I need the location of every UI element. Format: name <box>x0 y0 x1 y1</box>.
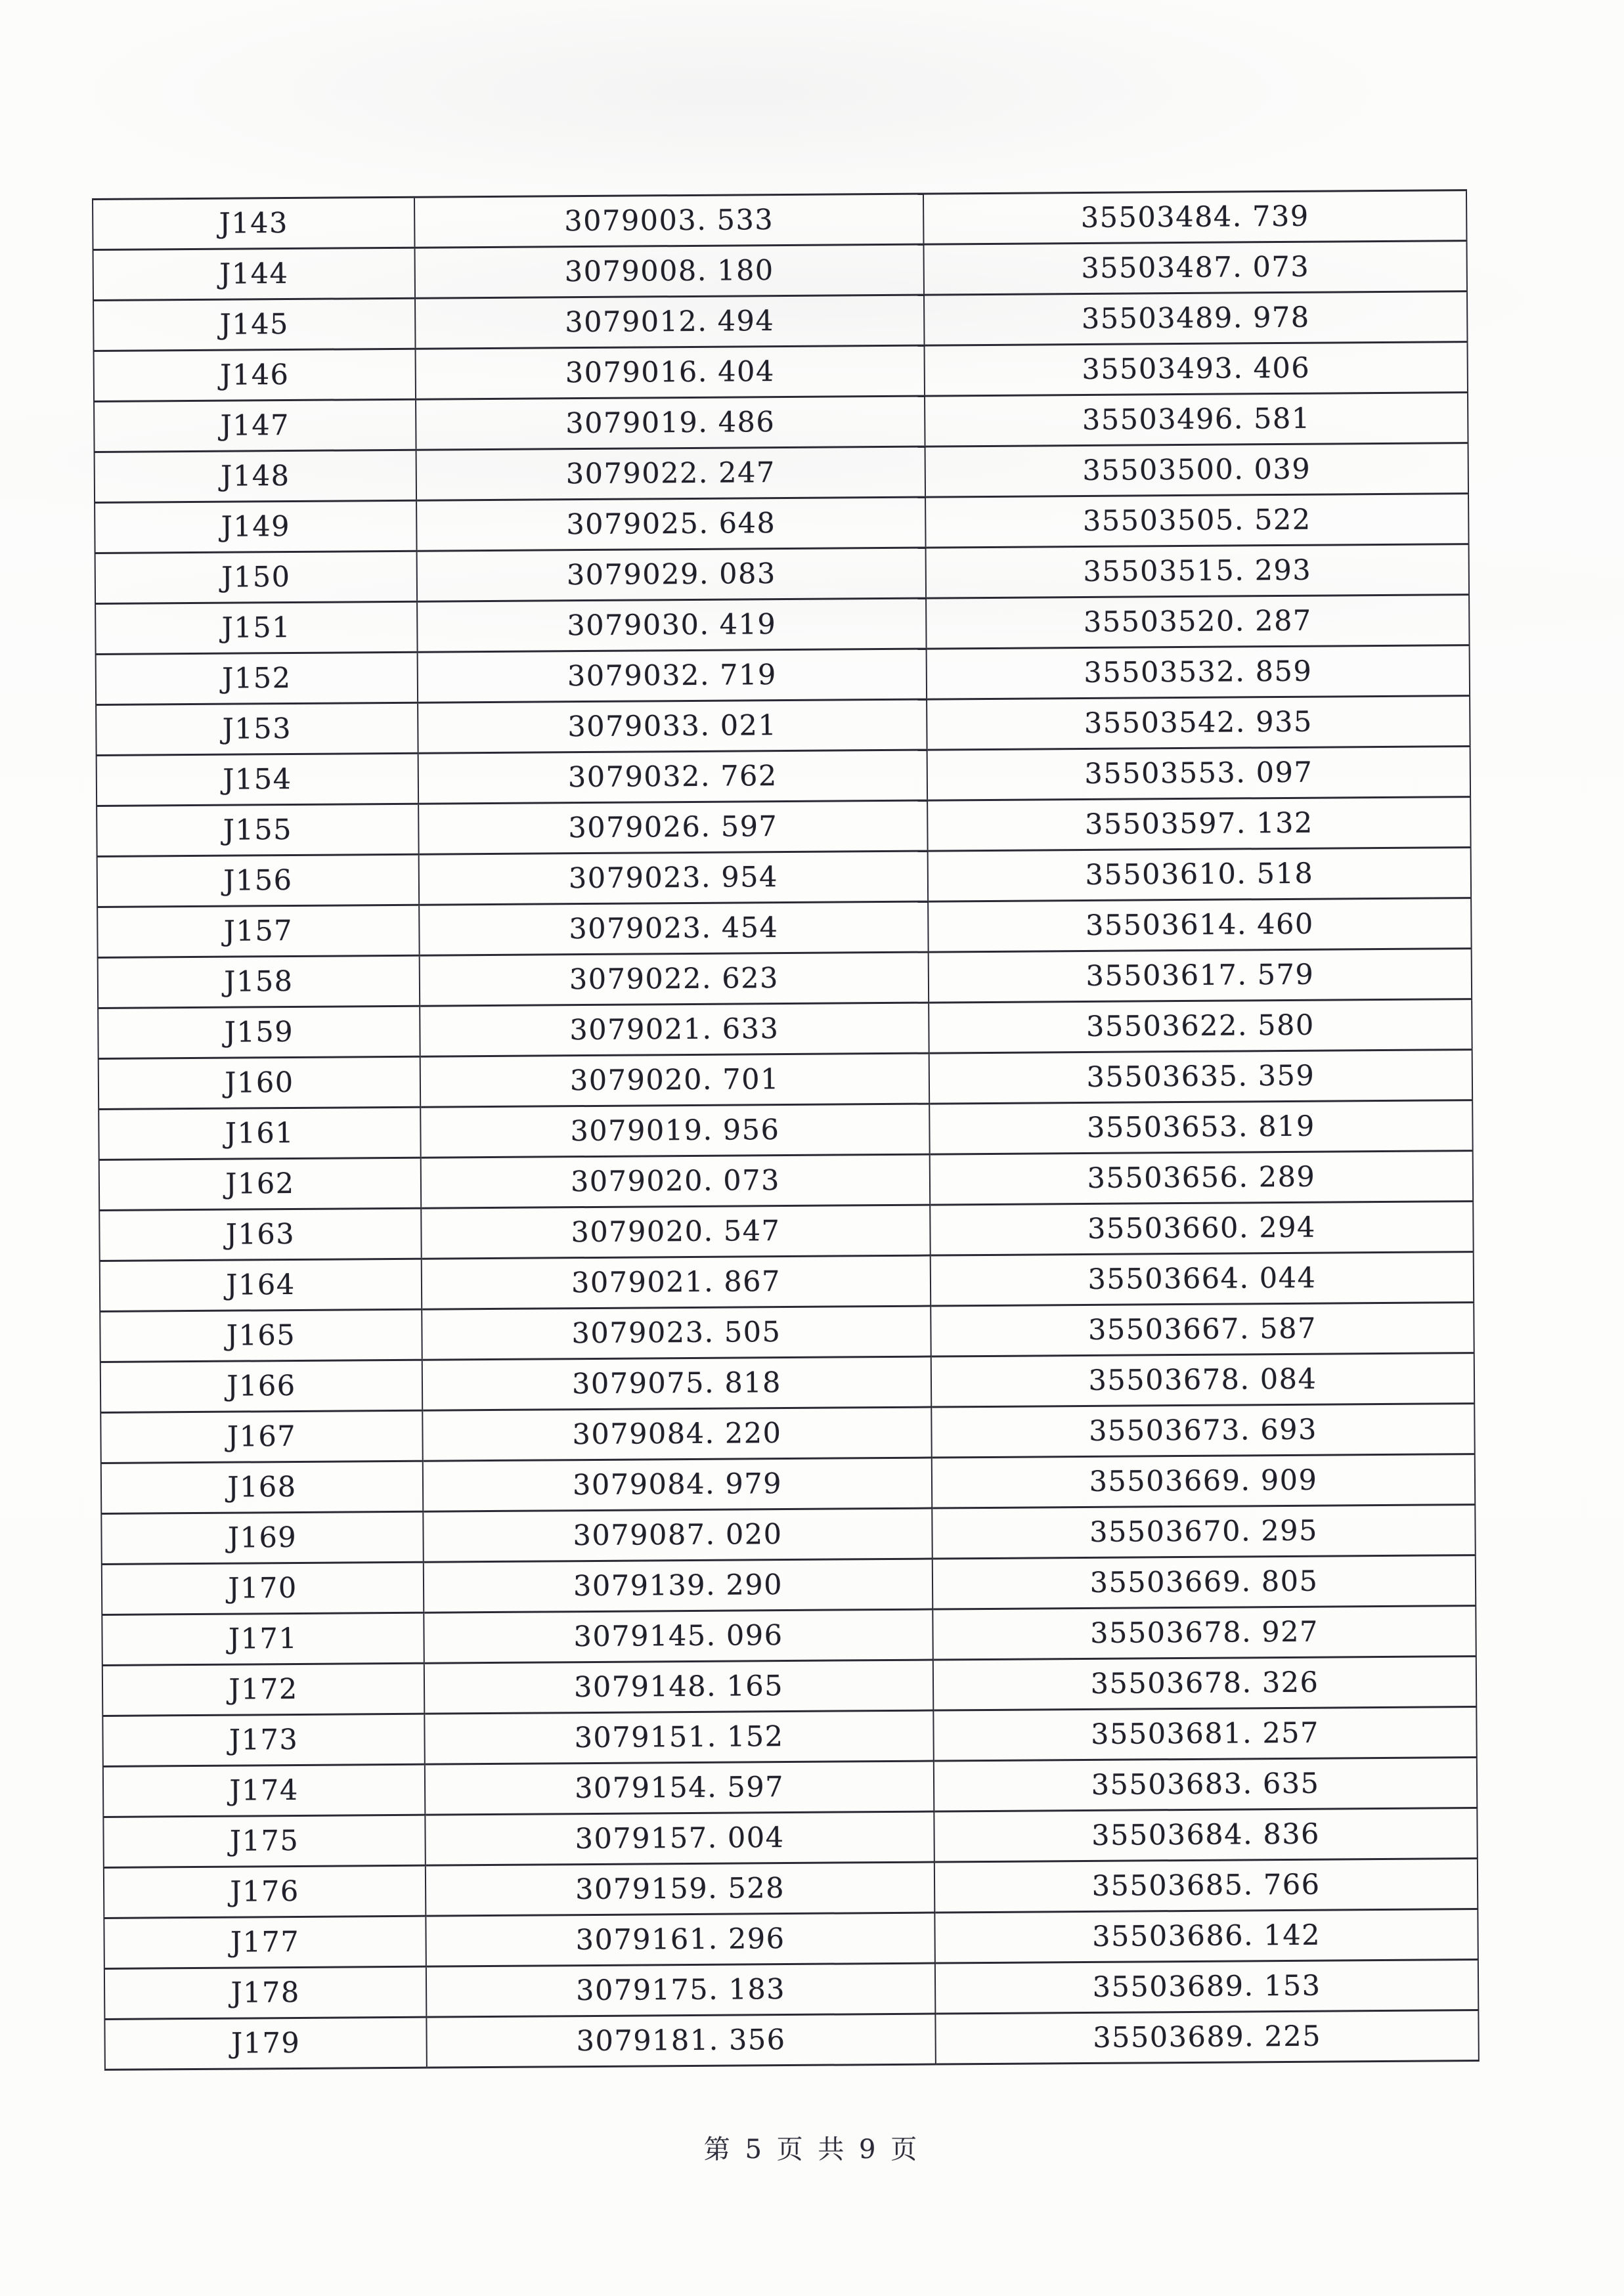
y-coordinate-cell: 35503689. 225 <box>935 2010 1478 2064</box>
point-id-cell: J179 <box>104 2017 426 2069</box>
x-coordinate-cell: 3079019. 486 <box>416 396 925 450</box>
y-coordinate-cell: 35503614. 460 <box>928 898 1471 952</box>
x-coordinate-cell: 3079023. 954 <box>419 851 928 905</box>
x-coordinate-cell: 3079025. 648 <box>416 497 925 551</box>
point-id-cell: J175 <box>103 1815 425 1867</box>
table-row <box>99 1151 1473 1211</box>
table-row <box>93 190 1466 250</box>
table-row <box>100 1252 1474 1312</box>
point-id-cell: J161 <box>99 1107 420 1159</box>
x-coordinate-cell: 3079020. 701 <box>420 1053 929 1107</box>
y-coordinate-cell: 35503669. 805 <box>933 1555 1476 1609</box>
table-row <box>97 848 1471 907</box>
table-row <box>99 1050 1472 1110</box>
x-coordinate-cell: 3079021. 633 <box>420 1003 929 1056</box>
y-coordinate-cell: 35503678. 326 <box>933 1657 1476 1710</box>
point-id-cell: J149 <box>95 500 416 553</box>
point-id-cell: J155 <box>97 804 418 856</box>
y-coordinate-cell: 35503683. 635 <box>934 1758 1477 1811</box>
y-coordinate-cell: 35503493. 406 <box>925 342 1468 396</box>
point-id-cell: J162 <box>99 1158 421 1210</box>
table-row <box>102 1606 1476 1666</box>
y-coordinate-cell: 35503542. 935 <box>927 696 1470 750</box>
point-id-cell: J164 <box>100 1259 422 1311</box>
x-coordinate-cell: 3079145. 096 <box>424 1609 933 1663</box>
point-id-cell: J163 <box>99 1208 421 1261</box>
table-row <box>94 342 1468 402</box>
y-coordinate-cell: 35503520. 287 <box>926 595 1469 649</box>
point-id-cell: J167 <box>100 1410 422 1463</box>
point-id-cell: J156 <box>97 854 419 907</box>
y-coordinate-cell: 35503610. 518 <box>928 848 1471 901</box>
x-coordinate-cell: 3079020. 073 <box>421 1154 930 1208</box>
point-id-cell: J166 <box>100 1360 422 1412</box>
table-row <box>103 1808 1477 1868</box>
x-coordinate-cell: 3079175. 183 <box>426 1963 935 2017</box>
x-coordinate-cell: 3079023. 505 <box>422 1306 931 1360</box>
point-id-cell: J160 <box>99 1056 420 1109</box>
table-row <box>104 2010 1478 2070</box>
point-id-cell: J154 <box>97 753 418 806</box>
table-row <box>100 1303 1474 1362</box>
y-coordinate-cell: 35503487. 073 <box>923 241 1466 295</box>
table-row <box>104 1960 1478 2020</box>
y-coordinate-cell: 35503673. 693 <box>931 1404 1474 1458</box>
x-coordinate-cell: 3079032. 719 <box>418 649 927 703</box>
table-row <box>98 949 1472 1008</box>
y-coordinate-cell: 35503686. 142 <box>934 1909 1478 1963</box>
x-coordinate-cell: 3079030. 419 <box>417 598 926 652</box>
x-coordinate-cell: 3079148. 165 <box>424 1660 933 1714</box>
point-id-cell: J172 <box>102 1663 424 1716</box>
table-row <box>101 1505 1475 1565</box>
y-coordinate-cell: 35503496. 581 <box>925 393 1468 446</box>
x-coordinate-cell: 3079161. 296 <box>426 1913 934 1966</box>
x-coordinate-cell: 3079023. 454 <box>419 901 928 955</box>
table-row <box>104 1909 1478 1969</box>
table-region <box>92 189 1478 2071</box>
point-id-cell: J153 <box>96 703 418 755</box>
x-coordinate-cell: 3079003. 533 <box>414 194 923 248</box>
y-coordinate-cell: 35503500. 039 <box>925 443 1468 497</box>
point-id-cell: J158 <box>98 955 420 1008</box>
point-id-cell: J146 <box>94 349 416 401</box>
x-coordinate-cell: 3079151. 152 <box>424 1710 933 1764</box>
y-coordinate-cell: 35503681. 257 <box>933 1707 1476 1761</box>
point-id-cell: J176 <box>104 1865 426 1918</box>
x-coordinate-cell: 3079032. 762 <box>418 750 927 804</box>
y-coordinate-cell: 35503669. 909 <box>932 1454 1475 1508</box>
y-coordinate-cell: 35503684. 836 <box>934 1808 1477 1862</box>
table-row <box>94 393 1468 452</box>
y-coordinate-cell: 35503678. 927 <box>933 1606 1476 1660</box>
y-coordinate-cell: 35503505. 522 <box>925 494 1468 548</box>
x-coordinate-cell: 3079181. 356 <box>426 2014 935 2068</box>
y-coordinate-cell: 35503532. 859 <box>927 645 1470 699</box>
y-coordinate-cell: 35503484. 739 <box>923 190 1466 244</box>
table-row <box>95 544 1469 604</box>
table-row <box>96 645 1470 705</box>
point-id-cell: J170 <box>102 1562 424 1614</box>
x-coordinate-cell: 3079159. 528 <box>426 1862 934 1916</box>
x-coordinate-cell: 3079029. 083 <box>417 548 926 601</box>
point-id-cell: J152 <box>96 652 418 704</box>
point-id-cell: J159 <box>98 1006 420 1058</box>
point-id-cell: J178 <box>104 1966 426 2019</box>
table-row <box>99 1100 1472 1160</box>
x-coordinate-cell: 3079084. 979 <box>423 1458 932 1511</box>
x-coordinate-cell: 3079033. 021 <box>418 699 927 753</box>
point-id-cell: J143 <box>93 197 414 249</box>
x-coordinate-cell: 3079154. 597 <box>425 1761 934 1815</box>
point-id-cell: J145 <box>93 298 415 351</box>
x-coordinate-cell: 3079012. 494 <box>415 295 924 349</box>
point-id-cell: J173 <box>102 1714 424 1766</box>
y-coordinate-cell: 35503653. 819 <box>929 1100 1472 1154</box>
table-row <box>103 1758 1477 1817</box>
y-coordinate-cell: 35503515. 293 <box>926 544 1469 598</box>
y-coordinate-cell: 35503670. 295 <box>932 1505 1475 1559</box>
table-row <box>95 595 1469 655</box>
x-coordinate-cell: 3079022. 623 <box>420 952 929 1006</box>
table-row <box>100 1404 1474 1463</box>
table-row <box>102 1555 1476 1615</box>
table-row <box>95 494 1468 553</box>
coordinate-table <box>92 189 1480 2071</box>
point-id-cell: J144 <box>93 248 415 300</box>
x-coordinate-cell: 3079026. 597 <box>418 800 927 854</box>
y-coordinate-cell: 35503667. 587 <box>931 1303 1474 1356</box>
point-id-cell: J148 <box>95 450 416 502</box>
point-id-cell: J151 <box>95 601 417 654</box>
y-coordinate-cell: 35503656. 289 <box>930 1151 1473 1205</box>
y-coordinate-cell: 35503489. 978 <box>924 292 1467 345</box>
y-coordinate-cell: 35503597. 132 <box>927 797 1470 851</box>
x-coordinate-cell: 3079022. 247 <box>416 446 925 500</box>
y-coordinate-cell: 35503553. 097 <box>927 747 1470 800</box>
y-coordinate-cell: 35503635. 359 <box>929 1050 1472 1104</box>
x-coordinate-cell: 3079087. 020 <box>423 1508 932 1562</box>
table-row <box>93 241 1467 301</box>
point-id-cell: J174 <box>103 1764 425 1817</box>
table-row <box>93 292 1467 351</box>
table-row <box>99 1202 1473 1261</box>
x-coordinate-cell: 3079008. 180 <box>415 244 924 298</box>
x-coordinate-cell: 3079020. 547 <box>421 1205 930 1259</box>
y-coordinate-cell: 35503685. 766 <box>934 1859 1478 1913</box>
table-row <box>96 696 1470 756</box>
page-footer: 第 5 页 共 9 页 <box>703 2134 921 2165</box>
y-coordinate-cell: 35503660. 294 <box>930 1202 1473 1255</box>
table-row <box>97 797 1470 857</box>
table-row <box>102 1707 1476 1767</box>
x-coordinate-cell: 3079084. 220 <box>422 1407 931 1461</box>
y-coordinate-cell: 35503689. 153 <box>935 1960 1478 2014</box>
coordinate-table-body <box>93 190 1479 2070</box>
point-id-cell: J168 <box>101 1461 423 1513</box>
point-id-cell: J171 <box>102 1613 424 1665</box>
table-row <box>100 1353 1474 1413</box>
table-row <box>101 1454 1475 1514</box>
x-coordinate-cell: 3079016. 404 <box>416 345 925 399</box>
y-coordinate-cell: 35503622. 580 <box>929 999 1472 1053</box>
point-id-cell: J157 <box>97 905 419 957</box>
table-row <box>97 898 1471 958</box>
x-coordinate-cell: 3079021. 867 <box>422 1255 931 1309</box>
y-coordinate-cell: 35503664. 044 <box>931 1252 1474 1306</box>
y-coordinate-cell: 35503678. 084 <box>931 1353 1474 1407</box>
table-row <box>95 443 1468 503</box>
y-coordinate-cell: 35503617. 579 <box>929 949 1472 1003</box>
x-coordinate-cell: 3079157. 004 <box>425 1811 934 1865</box>
point-id-cell: J150 <box>95 551 417 603</box>
point-id-cell: J147 <box>94 399 416 452</box>
point-id-cell: J177 <box>104 1916 426 1968</box>
x-coordinate-cell: 3079019. 956 <box>420 1104 929 1158</box>
x-coordinate-cell: 3079075. 818 <box>422 1356 931 1410</box>
table-row <box>97 747 1470 806</box>
table-row <box>102 1657 1476 1716</box>
table-row <box>98 999 1472 1059</box>
x-coordinate-cell: 3079139. 290 <box>424 1559 933 1613</box>
point-id-cell: J169 <box>101 1511 423 1564</box>
point-id-cell: J165 <box>100 1309 422 1362</box>
table-row <box>104 1859 1478 1918</box>
